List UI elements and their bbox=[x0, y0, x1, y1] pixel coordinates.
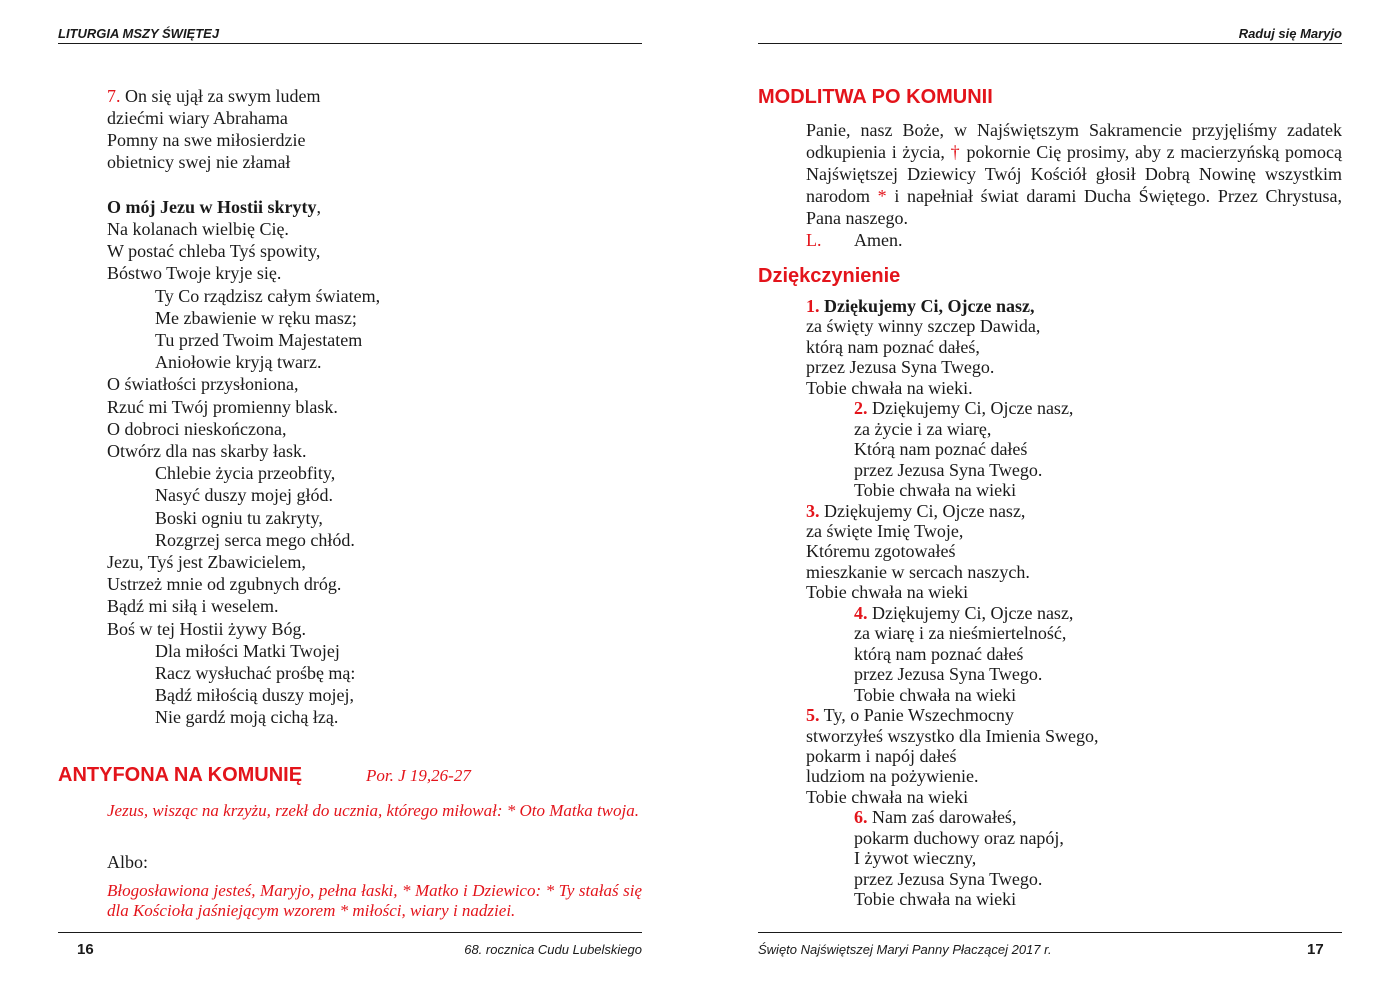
stanza-number: 1. bbox=[806, 296, 820, 316]
stanza-number: 6. bbox=[854, 807, 868, 828]
line-text: przez Jezusa Syna Twego. bbox=[854, 664, 1043, 685]
line-text: I żywot wieczny, bbox=[854, 848, 977, 869]
page-number-right: 17 bbox=[1307, 941, 1324, 958]
prayer-heading: MODLITWA PO KOMUNII bbox=[758, 86, 993, 108]
line-text: za święty winny szczep Dawida, bbox=[806, 316, 1041, 337]
thanksgiving-line bbox=[806, 746, 1098, 766]
antiphon-heading: ANTYFONA NA KOMUNIĘ bbox=[58, 764, 303, 786]
thanksgiving-line bbox=[806, 848, 1098, 868]
hymn-line: Rozgrzej serca mego chłód. bbox=[155, 529, 355, 550]
hymn-line: Aniołowie kryją twarz. bbox=[155, 352, 322, 373]
antiphon-text: Jezus, wisząc na krzyżu, rzekł do ucznia, którego miłował: * Oto Matka twoja. bbox=[107, 801, 639, 820]
line-text: ludziom na pożywienie. bbox=[806, 766, 979, 787]
verse-7 bbox=[107, 85, 320, 173]
hymn-lines bbox=[107, 218, 380, 729]
prayer-text: Panie, nasz Boże, w Najświętszym Sakramencie przyjęliśmy zadatek odkupienia i życia, † pokornie Cię prosimy, aby z macierzyńską pomocą Najświętszej Dziewicy Twój Kościół głosił Dobrą Nowinę wszystkim narodom * i napełniał świat darami Ducha Świętego. Przez Chrystusa, Pana naszego. bbox=[806, 120, 1343, 228]
thanksgiving-line bbox=[806, 296, 1098, 316]
hymn-line: W postać chleba Tyś spowity, bbox=[107, 241, 321, 262]
line-text: Tobie chwała na wieki bbox=[854, 684, 1017, 705]
thanksgiving-line bbox=[806, 419, 1098, 439]
thanksgiving-line bbox=[806, 623, 1098, 643]
verse-line: obietnicy swej nie złamał bbox=[107, 152, 291, 172]
hymn-line: Na kolanach wielbię Cię. bbox=[107, 219, 289, 239]
thanksgiving-line bbox=[806, 562, 1098, 582]
thanksgiving-line bbox=[806, 766, 1098, 786]
thanksgiving-line bbox=[806, 521, 1098, 541]
hymn-line: Dla miłości Matki Twojej bbox=[155, 640, 340, 661]
thanksgiving-line bbox=[806, 460, 1098, 480]
line-text: przez Jezusa Syna Twego. bbox=[806, 357, 995, 378]
stanza-number: 4. bbox=[854, 602, 868, 623]
thanksgiving-heading: Dziękczynienie bbox=[758, 265, 901, 287]
hymn-line: Boski ogniu tu zakryty, bbox=[155, 507, 323, 528]
line-text: za święte Imię Twoje, bbox=[806, 520, 964, 541]
line-text: Dziękujemy Ci, Ojcze nasz, bbox=[819, 296, 1035, 316]
line-text: stworzyłeś wszystko dla Imienia Swego, bbox=[806, 725, 1099, 746]
thanksgiving-line bbox=[806, 378, 1098, 398]
verse-line: 7. On się ujął za swym ludem bbox=[107, 86, 321, 106]
thanksgiving-line bbox=[806, 582, 1098, 602]
line-text: Dziękujemy Ci, Ojcze nasz, bbox=[819, 500, 1026, 521]
thanksgiving-line bbox=[806, 501, 1098, 521]
line-text: Którą nam poznać dałeś bbox=[854, 439, 1028, 460]
verse-line: Pomny na swe miłosierdzie bbox=[107, 130, 306, 150]
footer-rule-right bbox=[758, 932, 1342, 933]
thanksgiving-lines bbox=[806, 296, 1098, 910]
hymn-line: Rzuć mi Twój promienny blask. bbox=[107, 396, 338, 417]
hymn-title: O mój Jezu w Hostii skryty, bbox=[107, 197, 321, 217]
hymn-line: Nie gardź moją cichą łzą. bbox=[155, 707, 339, 728]
line-text: za wiarę i za nieśmiertelność, bbox=[854, 623, 1067, 644]
line-text: przez Jezusa Syna Twego. bbox=[854, 459, 1043, 480]
hymn-line: Jezu, Tyś jest Zbawicielem, bbox=[107, 552, 306, 573]
thanksgiving-line bbox=[806, 398, 1098, 418]
thanksgiving-line bbox=[806, 480, 1098, 500]
line-text: Tobie chwała na wieki bbox=[806, 786, 969, 807]
line-text: Dziękujemy Ci, Ojcze nasz, bbox=[867, 602, 1074, 623]
thanksgiving-line bbox=[806, 807, 1098, 827]
header-rule-left bbox=[58, 43, 642, 44]
thanksgiving-line bbox=[806, 828, 1098, 848]
hymn-line: Tu przed Twoim Majestatem bbox=[155, 330, 363, 351]
stanza-number: 3. bbox=[806, 500, 820, 521]
hymn-line: Bóstwo Twoje kryje się. bbox=[107, 263, 282, 284]
thanksgiving-line bbox=[806, 337, 1098, 357]
line-text: za życie i za wiarę, bbox=[854, 418, 992, 439]
line-text: Tobie chwała na wieki bbox=[806, 582, 969, 603]
hymn-line: Me zbawienie w ręku masz; bbox=[155, 307, 357, 328]
line-text: pokarm duchowy oraz napój, bbox=[854, 827, 1064, 848]
line-text: Dziękujemy Ci, Ojcze nasz, bbox=[867, 398, 1074, 419]
running-footer-left: 68. rocznica Cudu Lubelskiego bbox=[464, 942, 642, 957]
line-text: mieszkanie w sercach naszych. bbox=[806, 561, 1030, 582]
thanksgiving-line bbox=[806, 787, 1098, 807]
line-text: Tobie chwała na wieki bbox=[854, 889, 1017, 910]
hymn-line: Chlebie życia przeobfity, bbox=[155, 463, 336, 484]
thanksgiving-line bbox=[806, 541, 1098, 561]
stanza-number: 5. bbox=[806, 705, 820, 726]
right-page bbox=[700, 0, 1400, 990]
hymn-line: Ustrzeż mnie od zgubnych dróg. bbox=[107, 574, 342, 595]
thanksgiving-line bbox=[806, 316, 1098, 336]
thanksgiving-line bbox=[806, 726, 1098, 746]
hymn-line: Bądź miłością duszy mojej, bbox=[155, 685, 354, 706]
hymn-line: Nasyć duszy mojej głód. bbox=[155, 485, 333, 506]
thanksgiving-line bbox=[806, 889, 1098, 909]
hymn-line: Ty Co rządzisz całym światem, bbox=[155, 285, 381, 306]
line-text: Tobie chwała na wieki bbox=[854, 480, 1017, 501]
thanksgiving-line bbox=[806, 603, 1098, 623]
running-header-right: Raduj się Maryjo bbox=[1238, 26, 1342, 41]
line-text: Któremu zgotowałeś bbox=[806, 541, 956, 562]
line-text: Tobie chwała na wieki. bbox=[806, 377, 973, 398]
thanksgiving-line bbox=[806, 705, 1098, 725]
stanza-number: 2. bbox=[854, 398, 868, 419]
verse-line: dziećmi wiary Abrahama bbox=[107, 108, 288, 128]
antiphon-reference: Por. J 19,26-27 bbox=[366, 766, 471, 785]
line-text: pokarm i napój dałeś bbox=[806, 745, 957, 766]
line-text: przez Jezusa Syna Twego. bbox=[854, 868, 1043, 889]
line-text: którą nam poznać dałeś bbox=[854, 643, 1024, 664]
prayer-response: L. Amen. bbox=[806, 230, 903, 250]
header-rule-right bbox=[758, 43, 1342, 44]
running-footer-right: Święto Najświętszej Maryi Panny Płaczącej 2017 r. bbox=[758, 942, 1052, 957]
hymn-line: O dobroci nieskończona, bbox=[107, 418, 287, 439]
thanksgiving-line bbox=[806, 644, 1098, 664]
line-text: którą nam poznać dałeś, bbox=[806, 336, 980, 357]
antiphon-text-alternative: Błogosławiona jesteś, Maryjo, pełna łaski, * Matko i Dziewico: * Ty stałaś się dla Kościoła jaśniejącym wzorem * miłości, wiary i nadziei. bbox=[107, 881, 642, 920]
line-text: Nam zaś darowałeś, bbox=[867, 807, 1017, 828]
hymn-line: Bądź mi siłą i weselem. bbox=[107, 596, 279, 617]
thanksgiving-line bbox=[806, 664, 1098, 684]
thanksgiving-line bbox=[806, 439, 1098, 459]
footer-rule-left bbox=[58, 932, 642, 933]
page-number-left: 16 bbox=[77, 941, 94, 958]
thanksgiving-line bbox=[806, 869, 1098, 889]
hymn-line: Otwórz dla nas skarby łask. bbox=[107, 441, 307, 462]
hymn-line: Racz wysłuchać prośbę mą: bbox=[155, 663, 356, 684]
thanksgiving-line bbox=[806, 357, 1098, 377]
hymn-line: Boś w tej Hostii żywy Bóg. bbox=[107, 618, 307, 639]
running-header-left: LITURGIA MSZY ŚWIĘTEJ bbox=[58, 26, 220, 41]
antiphon-albo: Albo: bbox=[107, 852, 149, 872]
thanksgiving-line bbox=[806, 685, 1098, 705]
hymn-line: O światłości przysłoniona, bbox=[107, 374, 299, 395]
line-text: Ty, o Panie Wszechmocny bbox=[819, 705, 1014, 726]
